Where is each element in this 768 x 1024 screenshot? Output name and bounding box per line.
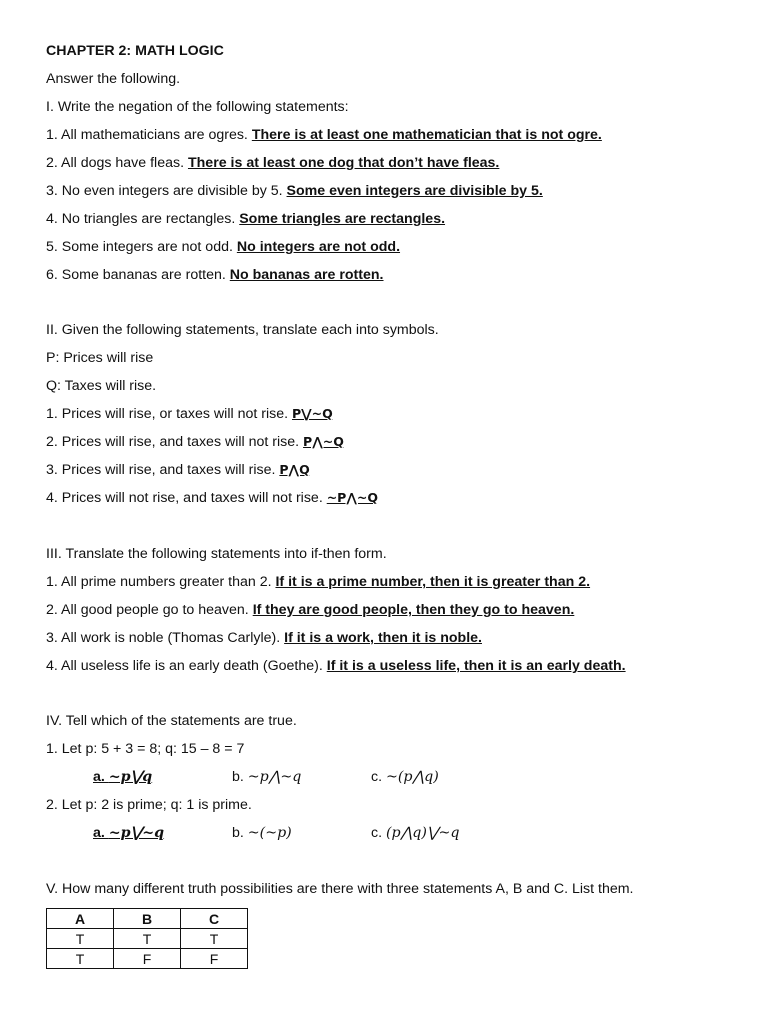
- q2-option-c: [371, 824, 459, 842]
- table-cell: F: [181, 949, 248, 969]
- answer-text: There is at least one dog that don’t have fleas.: [187, 155, 500, 171]
- question-text: 3. Prices will rise, and taxes will rise.: [46, 462, 280, 478]
- q1-option-c: [371, 768, 439, 786]
- question-text: 4. No triangles are rectangles.: [46, 211, 240, 227]
- part3-item-2: [46, 601, 574, 619]
- part2-item-1: [46, 405, 333, 423]
- option-expression: ~p⋁~q: [108, 825, 165, 841]
- answer-text: If it is a useless life, then it is an early death.: [326, 658, 626, 674]
- q2-option-a: [93, 824, 164, 842]
- question-text: 5. Some integers are not odd.: [46, 239, 237, 255]
- answer-text: If they are good people, then they go to heaven.: [252, 602, 575, 618]
- answer-text: Some even integers are divisible by 5.: [286, 183, 543, 199]
- answer-text: No integers are not odd.: [236, 239, 401, 255]
- answer-text: If it is a work, then it is noble.: [284, 630, 482, 646]
- answer-text: If it is a prime number, then it is greater than 2.: [275, 574, 591, 590]
- part1-item-1: [46, 126, 602, 144]
- instruction-text: Answer the following.: [46, 71, 181, 87]
- part2-item-3: [46, 461, 310, 479]
- option-label: a.: [93, 769, 109, 785]
- q2-option-b: [232, 824, 292, 842]
- part4-question-2: 2. Let p: 2 is prime; q: 1 is prime.: [46, 797, 252, 813]
- option-label: a.: [93, 825, 109, 841]
- part2-p-definition: P: Prices will rise: [46, 350, 154, 366]
- header-cell-b: B: [114, 909, 181, 929]
- truth-table: [46, 908, 248, 969]
- question-text: 2. All good people go to heaven.: [46, 602, 253, 618]
- answer-text: No bananas are rotten.: [229, 267, 384, 283]
- option-expression: ~p⋀~q: [247, 769, 302, 785]
- part4-heading: IV. Tell which of the statements are true.: [46, 713, 297, 729]
- part3-item-1: [46, 573, 590, 591]
- part1-item-2: [46, 154, 499, 172]
- table-cell: T: [47, 949, 114, 969]
- answer-symbols: P⋀Q: [279, 462, 310, 477]
- question-text: 4. All useless life is an early death (Goethe).: [46, 658, 327, 674]
- header-cell-a: A: [47, 909, 114, 929]
- chapter-title: CHAPTER 2: MATH LOGIC: [46, 43, 224, 59]
- table-cell: T: [47, 929, 114, 949]
- q1-option-b: [232, 768, 301, 786]
- table-cell: F: [114, 949, 181, 969]
- answer-symbols: ~P⋀~Q: [326, 490, 378, 505]
- table-cell: T: [114, 929, 181, 949]
- part3-item-4: [46, 657, 626, 675]
- question-text: 2. All dogs have fleas.: [46, 155, 188, 171]
- question-text: 2. Prices will rise, and taxes will not rise.: [46, 434, 304, 450]
- header-cell-c: C: [181, 909, 248, 929]
- part2-q-definition: Q: Taxes will rise.: [46, 378, 157, 394]
- part4-question-1: 1. Let p: 5 + 3 = 8; q: 15 – 8 = 7: [46, 741, 245, 757]
- part2-item-4: [46, 489, 378, 507]
- table-cell: T: [181, 929, 248, 949]
- part1-item-5: [46, 238, 400, 256]
- option-label: b.: [232, 769, 248, 785]
- option-expression: ~(p⋀q): [385, 769, 439, 785]
- question-text: 1. All prime numbers greater than 2.: [46, 574, 276, 590]
- part2-item-2: [46, 433, 344, 451]
- question-text: 6. Some bananas are rotten.: [46, 267, 230, 283]
- answer-text: There is at least one mathematician that is not ogre.: [251, 127, 602, 143]
- part1-item-3: [46, 182, 543, 200]
- question-text: 3. All work is noble (Thomas Carlyle).: [46, 630, 285, 646]
- question-text: 4. Prices will not rise, and taxes will not rise.: [46, 490, 327, 506]
- part3-heading: III. Translate the following statements into if-then form.: [46, 546, 387, 562]
- answer-symbols: P⋁~Q: [291, 406, 333, 421]
- question-text: 3. No even integers are divisible by 5.: [46, 183, 287, 199]
- option-label: c.: [371, 769, 386, 785]
- question-text: 1. Prices will rise, or taxes will not rise.: [46, 406, 292, 422]
- truth-table-header-row: [47, 909, 248, 929]
- part1-item-4: [46, 210, 445, 228]
- question-text: 1. All mathematicians are ogres.: [46, 127, 252, 143]
- answer-text: Some triangles are rectangles.: [239, 211, 446, 227]
- part1-heading: I. Write the negation of the following statements:: [46, 99, 349, 115]
- option-label: c.: [371, 825, 386, 841]
- option-label: b.: [232, 825, 248, 841]
- table-row: [47, 949, 248, 969]
- part5-heading: V. How many different truth possibilities are there with three statements A, B and C. List them.: [46, 881, 634, 897]
- q1-option-a: [93, 768, 152, 786]
- option-expression: (p⋀q)⋁~q: [385, 825, 460, 841]
- option-expression: ~(~p): [247, 825, 292, 841]
- answer-symbols: P⋀~Q: [303, 434, 344, 449]
- table-row: [47, 929, 248, 949]
- part2-heading: II. Given the following statements, translate each into symbols.: [46, 322, 439, 338]
- option-expression: ~p⋁q: [108, 769, 153, 785]
- part1-item-6: [46, 266, 384, 284]
- part3-item-3: [46, 629, 482, 647]
